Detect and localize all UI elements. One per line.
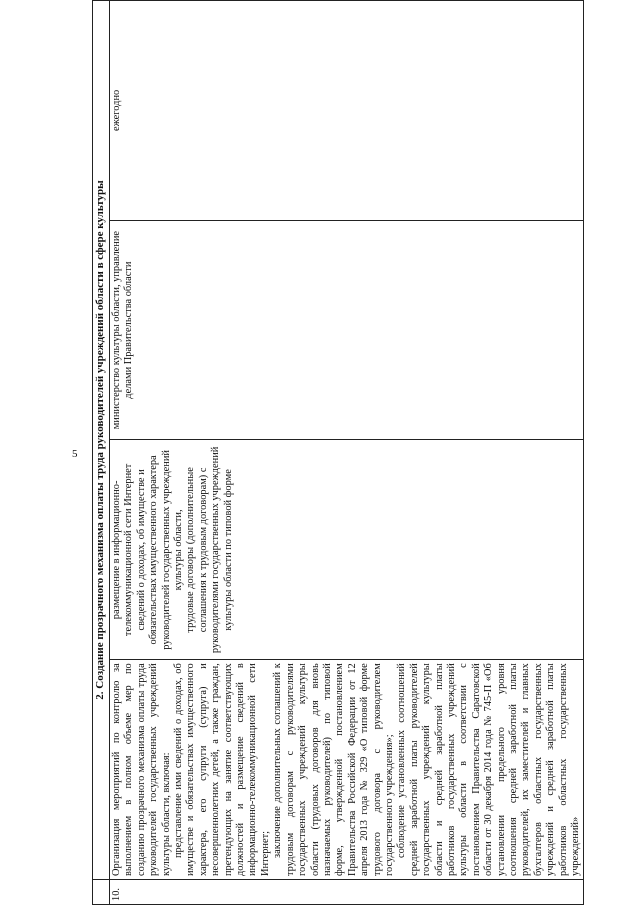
- measure-paragraph-3: соблюдение установленных соотношений средней заработной платы руководителей государственных учреждений культуры области и средней заработной платы работников государственных учреждений культуры области в соответствии с постановлением Правительства Саратовской области от 30 декабря 2014 года № 745-П «Об установлении предельного уровня соотношения средней заработной платы руководителей, их заместителей и главных бухгалтеров областных государственных учреждений и средней заработной платы работников областных государственных учреждений»: [396, 663, 582, 876]
- page-number: 5: [72, 448, 78, 460]
- measure-cell: [110, 660, 584, 880]
- section-number-cell: [93, 880, 110, 905]
- rotated-page: [92, 0, 640, 905]
- deadline-cell: ежегодно: [110, 1, 584, 221]
- measures-table: [92, 0, 584, 905]
- row-number: 10.: [110, 880, 584, 905]
- result-cell: [110, 440, 584, 660]
- measure-intro: Организация мероприятий по контролю за выполнением в полном объеме мер по созданию прозрачного механизма оплаты труда руководителей государственных учреждений культуры области, включая:: [111, 663, 172, 876]
- responsible-cell: министерство культуры области, управление делами Правительства области: [110, 220, 584, 440]
- section-header-row: [93, 1, 110, 905]
- measure-paragraph-1: представление ими сведений о доходах, об имуществе и обязательствах имущественного характера, его супруги (супруга) и несовершеннолетних детей, а также граждан, претендующих на занятие соответствующих должностей и размещение сведений в информационно-телекоммуникационной сети Интернет;: [173, 663, 271, 876]
- measure-paragraph-2: заключение дополнительных соглашений к трудовым договорам с руководителями государственных учреждений культуры области (трудовых договоров для вновь назначаемых руководителей) по типовой форме, утвержденной постановлением Правительства Российской Федерации от 12 апреля 2013 года № 329 «О типовой форме трудового договора с руководителем государственного учреждения»;: [272, 663, 395, 876]
- result-paragraph-2: трудовые договоры (дополнительные соглашения к трудовым договорам) с руководителями государственных учреждений культуры области по типовой форме: [185, 446, 234, 654]
- result-paragraph-1: размещение в информационно-телекоммуникационной сети Интернет сведений о доходах, об имуществе и обязательствах имущественного характера руководителей государственных учреждений культуры области,: [111, 450, 185, 650]
- table-row: [110, 1, 584, 905]
- section-title: 2. Создание прозрачного механизма оплаты труда руководителей учреждений области в сфере культуры: [93, 1, 110, 880]
